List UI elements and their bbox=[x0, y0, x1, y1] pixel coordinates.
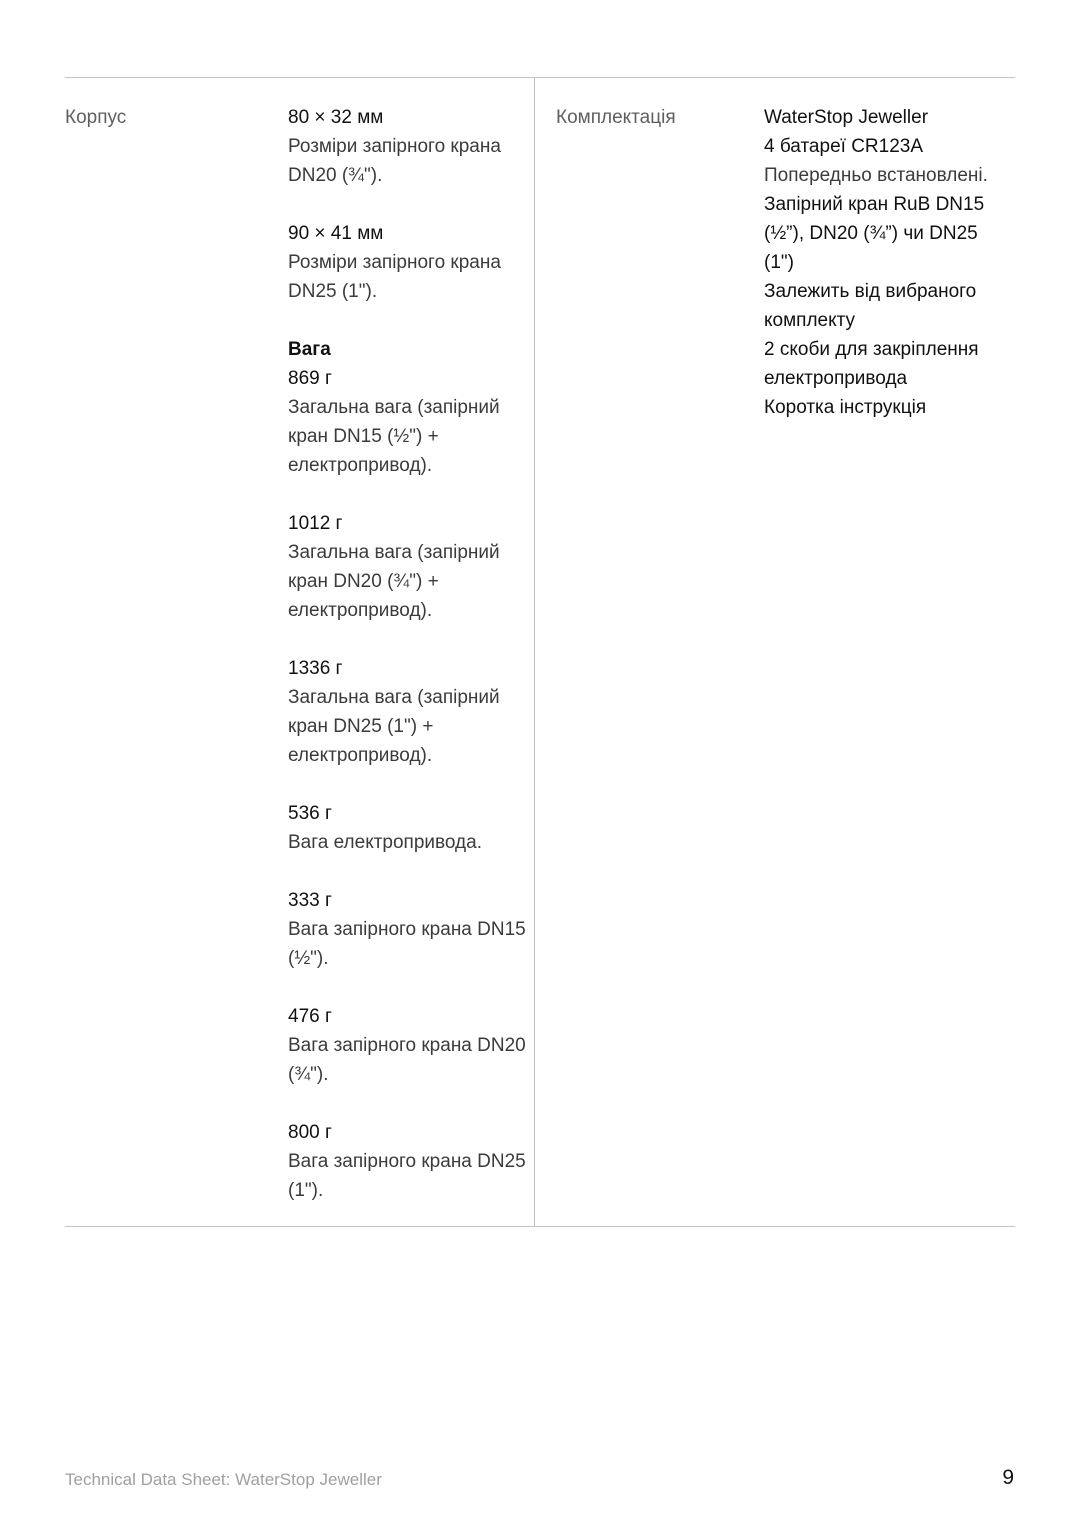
package-item: Попередньо встановлені. bbox=[764, 165, 988, 186]
weight-entry bbox=[288, 1002, 533, 1089]
package-item: Коротка інструкція bbox=[764, 397, 927, 418]
weight-desc: Вага запірного крана DN20 (¾"). bbox=[288, 1035, 526, 1085]
weight-desc: Вага запірного крана DN25 (1"). bbox=[288, 1151, 526, 1201]
footer-title: Technical Data Sheet: WaterStop Jeweller bbox=[65, 1470, 382, 1489]
weight-entry bbox=[288, 509, 533, 625]
package-label: Комплектація bbox=[556, 107, 676, 128]
weight-value: 1336 г bbox=[288, 658, 343, 679]
package-item: 4 батареї CR123A bbox=[764, 136, 924, 157]
weight-desc: Загальна вага (запірний кран DN25 (1") + електропривод). bbox=[288, 687, 500, 766]
package-item: Залежить від вибраного комплекту bbox=[764, 281, 977, 331]
weight-desc: Вага запірного крана DN15 (½"). bbox=[288, 919, 526, 969]
weight-value: 869 г bbox=[288, 368, 332, 389]
package-item: 2 скоби для закріплення електропривода bbox=[764, 339, 979, 389]
dimension-entry bbox=[288, 219, 533, 306]
housing-specs bbox=[288, 103, 533, 1234]
weight-value: 476 г bbox=[288, 1006, 332, 1027]
dimension-value: 80 × 32 мм bbox=[288, 107, 384, 128]
weight-entry bbox=[288, 335, 533, 480]
housing-label: Корпус bbox=[65, 107, 127, 128]
weight-heading: Вага bbox=[288, 339, 331, 360]
package-item: Запірний кран RuB DN15 (½”), DN20 (¾”) чи DN25 (1") bbox=[764, 194, 985, 273]
weight-desc: Вага електропривода. bbox=[288, 832, 482, 853]
weight-entry bbox=[288, 799, 533, 857]
dimension-value: 90 × 41 мм bbox=[288, 223, 384, 244]
weight-value: 800 г bbox=[288, 1122, 332, 1143]
weight-entry bbox=[288, 886, 533, 973]
column-divider bbox=[534, 78, 535, 1226]
spec-table bbox=[65, 77, 1015, 1227]
package-item: WaterStop Jeweller bbox=[764, 107, 929, 128]
weight-value: 333 г bbox=[288, 890, 332, 911]
dimension-entry bbox=[288, 103, 533, 190]
weight-desc: Загальна вага (запірний кран DN15 (½") + електропривод). bbox=[288, 397, 500, 476]
dimension-desc: Розміри запірного крана DN25 (1"). bbox=[288, 252, 501, 302]
dimension-desc: Розміри запірного крана DN20 (¾"). bbox=[288, 136, 501, 186]
page-number: 9 bbox=[1002, 1466, 1014, 1489]
package-contents bbox=[764, 103, 1010, 422]
weight-desc: Загальна вага (запірний кран DN20 (¾") + електропривод). bbox=[288, 542, 500, 621]
weight-value: 536 г bbox=[288, 803, 332, 824]
weight-value: 1012 г bbox=[288, 513, 343, 534]
weight-entry bbox=[288, 654, 533, 770]
weight-entry bbox=[288, 1118, 533, 1205]
